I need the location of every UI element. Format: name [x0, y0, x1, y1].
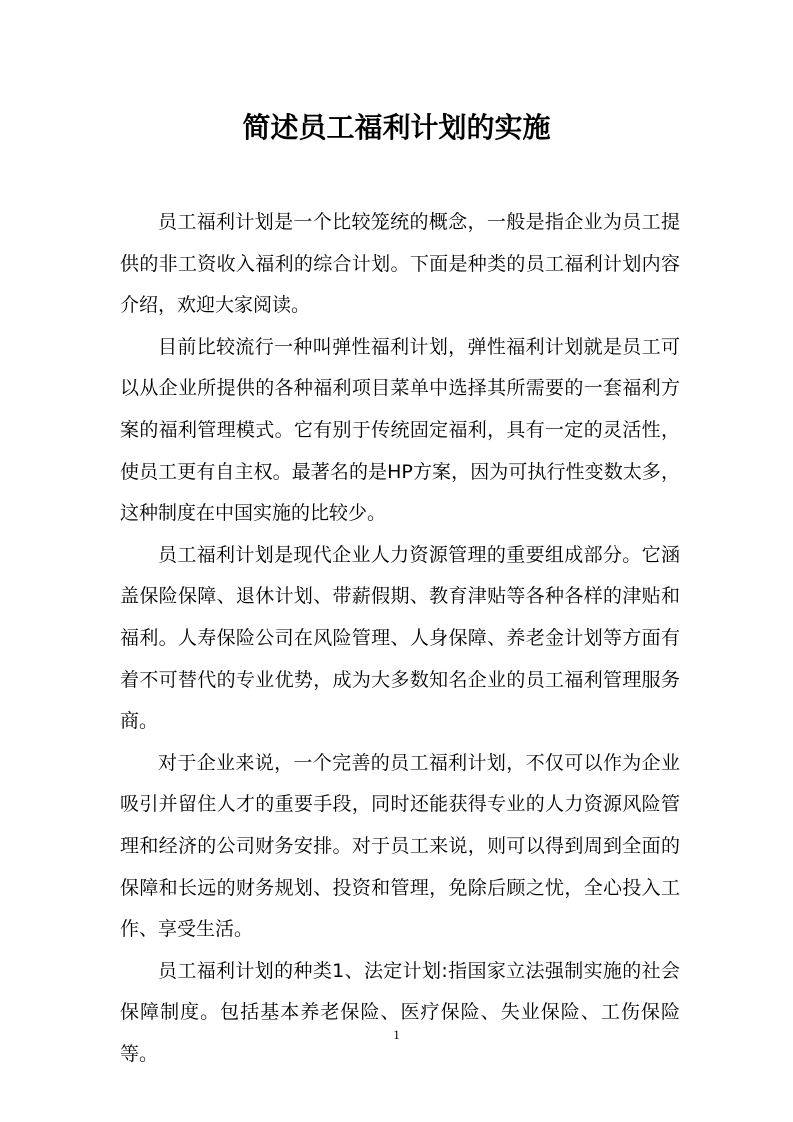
document-title: 简述员工福利计划的实施 [242, 111, 551, 144]
document-body [120, 202, 680, 1075]
paragraph-4: 对于企业来说，一个完善的员工福利计划，不仅可以作为企业吸引并留住人才的重要手段，同时还能获得专业的人力资源风险管理和经济的公司财务安排。对于员工来说，则可以得到周到全面的保障和长远的财务规划、投资和管理，免除后顾之忧，全心投入工作、享受生活。 [120, 751, 680, 941]
paragraph-5: 员工福利计划的种类1、法定计划:指国家立法强制实施的社会保障制度。包括基本养老保险、医疗保险、失业保险、工伤保险等。 [120, 959, 680, 1065]
page-number: 1 [393, 1027, 400, 1042]
paragraph-1: 员工福利计划是一个比较笼统的概念，一般是指企业为员工提供的非工资收入福利的综合计划。下面是种类的员工福利计划内容介绍，欢迎大家阅读。 [120, 211, 680, 317]
paragraph-3: 员工福利计划是现代企业人力资源管理的重要组成部分。它涵盖保险保障、退休计划、带薪假期、教育津贴等各种各样的津贴和福利。人寿保险公司在风险管理、人身保障、养老金计划等方面有着不可替代的专业优势，成为大多数知名企业的员工福利管理服务商。 [120, 543, 680, 733]
paragraph-2: 目前比较流行一种叫弹性福利计划，弹性福利计划就是员工可以从企业所提供的各种福利项目菜单中选择其所需要的一套福利方案的福利管理模式。它有别于传统固定福利，具有一定的灵活性，使员工更有自主权。最著名的是HP方案，因为可执行性变数太多，这种制度在中国实施的比较少。 [120, 335, 680, 525]
